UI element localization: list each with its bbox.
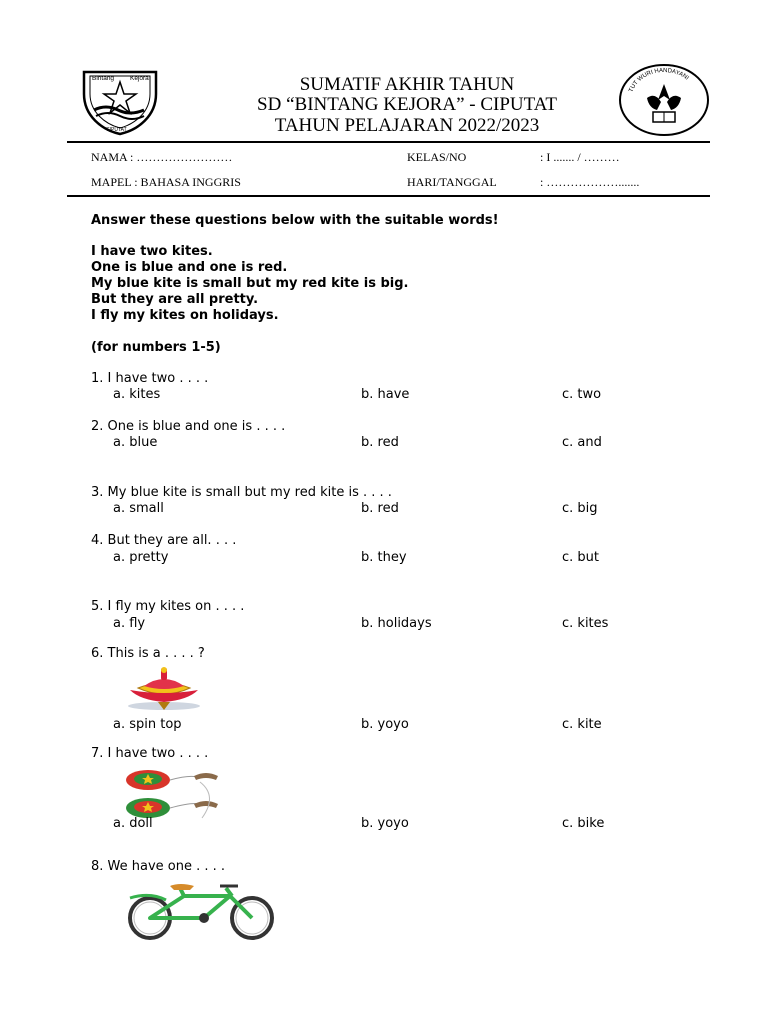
question-8: 8. We have one . . . . [91, 859, 226, 874]
q7-option-a: a. doll [113, 816, 153, 831]
q2-option-a: a. blue [113, 435, 158, 450]
q3-option-a: a. small [113, 501, 164, 516]
passage-line-3: My blue kite is small but my red kite is big. [91, 276, 409, 291]
school-logo-text-right: Kejora [130, 75, 149, 82]
nama-field: NAMA : …………………… [91, 150, 233, 164]
passage-line-5: I fly my kites on holidays. [91, 308, 279, 323]
kelas-field: : I ....... / ……… [540, 150, 620, 164]
question-6: 6. This is a . . . . ? [91, 646, 205, 661]
mapel-field: MAPEL : BAHASA INGGRIS [91, 175, 241, 189]
passage-line-2: One is blue and one is red. [91, 260, 288, 275]
q7-option-c: c. bike [562, 816, 605, 831]
q4-option-a: a. pretty [113, 550, 169, 565]
q3-option-b: b. red [361, 501, 399, 516]
q3-option-c: c. big [562, 501, 598, 516]
q4-option-b: b. they [361, 550, 407, 565]
header-rule-bottom [67, 195, 710, 197]
q5-option-c: c. kites [562, 616, 609, 631]
q6-option-a: a. spin top [113, 717, 182, 732]
school-logo-text-left: Bintang [92, 75, 115, 82]
hari-tanggal-label: HARI/TANGGAL [407, 175, 497, 189]
header-rule-top [67, 141, 710, 143]
q4-option-c: c. but [562, 550, 600, 565]
tut-wuri-logo-text: TUT WURI HANDAYANI [628, 67, 690, 94]
title-line-1: SUMATIF AKHIR TAHUN [299, 74, 515, 95]
q6-option-b: b. yoyo [361, 717, 409, 732]
kelas-label: KELAS/NO [407, 150, 467, 164]
question-3: 3. My blue kite is small but my red kite is . . . . [91, 485, 392, 500]
passage-line-4: But they are all pretty. [91, 292, 259, 307]
hari-tanggal-field: : ………………....... [540, 175, 640, 189]
q5-option-b: b. holidays [361, 616, 432, 631]
instruction-text: Answer these questions below with the suitable words! [91, 213, 499, 228]
school-logo-icon [78, 64, 162, 136]
for-numbers-note: (for numbers 1-5) [91, 340, 221, 355]
spin-top-image [118, 666, 210, 712]
q2-option-c: c. and [562, 435, 602, 450]
question-1: 1. I have two . . . . [91, 371, 209, 386]
question-7: 7. I have two . . . . [91, 746, 209, 761]
q7-option-b: b. yoyo [361, 816, 409, 831]
tut-wuri-handayani-logo-icon [617, 62, 711, 138]
q5-option-a: a. fly [113, 616, 146, 631]
title-line-3: TAHUN PELAJARAN 2022/2023 [274, 115, 540, 136]
q2-option-b: b. red [361, 435, 399, 450]
question-5: 5. I fly my kites on . . . . [91, 599, 245, 614]
question-4: 4. But they are all. . . . [91, 533, 237, 548]
question-2: 2. One is blue and one is . . . . [91, 419, 286, 434]
bicycle-image [110, 882, 292, 942]
q1-option-c: c. two [562, 387, 602, 402]
title-line-2: SD “BINTANG KEJORA” - CIPUTAT [257, 94, 557, 115]
q1-option-b: b. have [361, 387, 410, 402]
school-logo-text-bottom: CIPUTAT [106, 127, 127, 133]
passage-line-1: I have two kites. [91, 244, 213, 259]
q6-option-c: c. kite [562, 717, 602, 732]
q1-option-a: a. kites [113, 387, 161, 402]
